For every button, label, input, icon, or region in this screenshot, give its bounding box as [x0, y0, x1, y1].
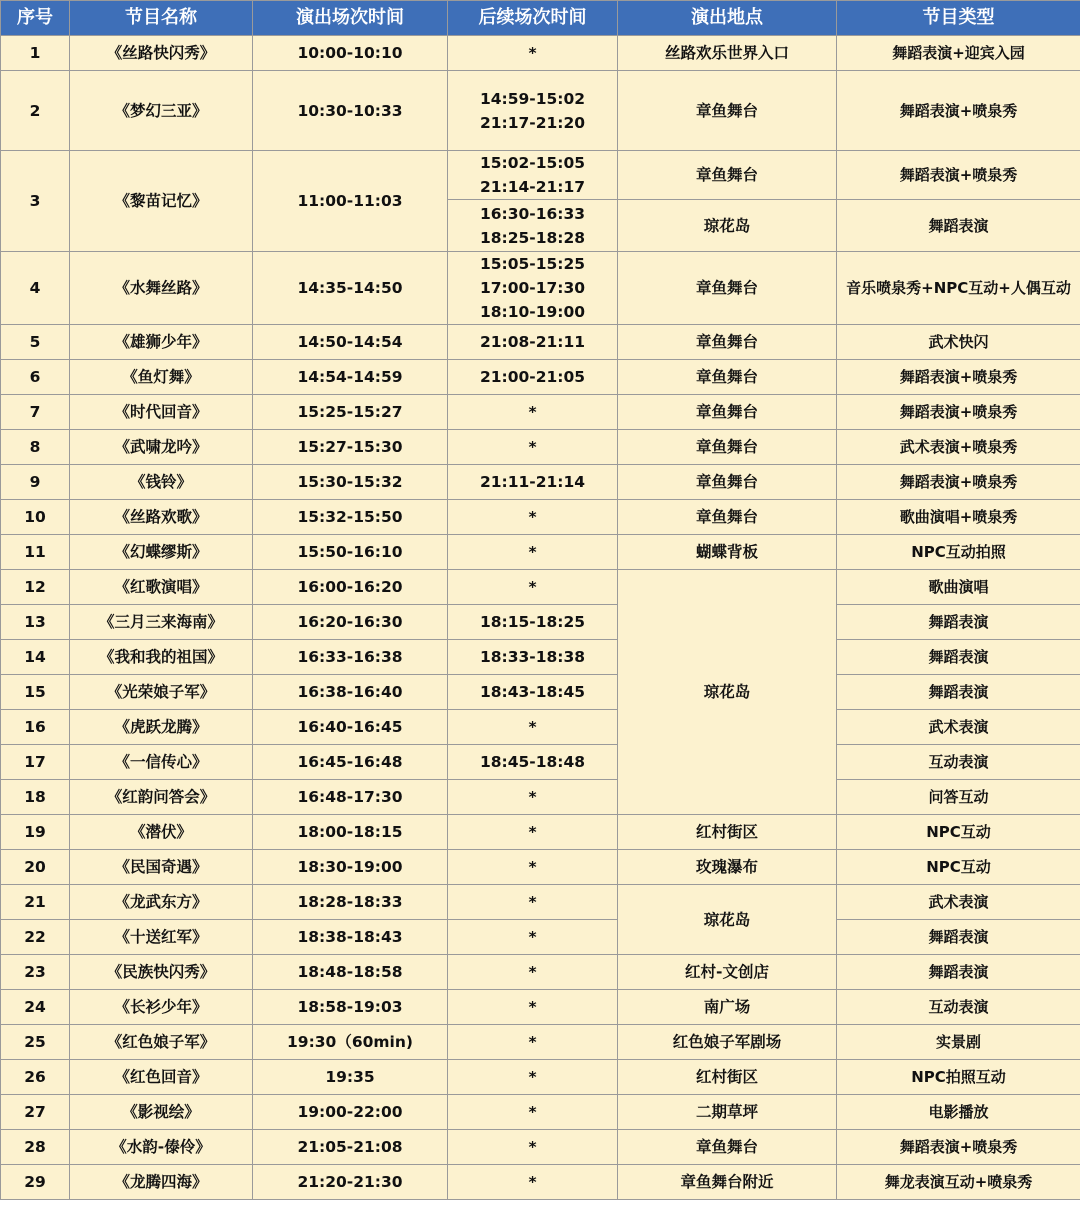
- later-time: 17:00-17:30: [479, 279, 586, 297]
- later-time-cell: [448, 325, 618, 360]
- show-time: 10:30-10:33: [253, 71, 448, 151]
- program-name: 《丝路快闪秀》: [70, 36, 253, 71]
- program-name: 《光荣娘子军》: [70, 675, 253, 710]
- later-time-cell: [448, 640, 618, 675]
- program-name: 《影视绘》: [70, 1095, 253, 1130]
- later-time-cell: [448, 780, 618, 815]
- header-later: 后续场次时间: [448, 1, 618, 36]
- later-time: *: [528, 543, 537, 561]
- table-row: [1, 990, 1080, 1025]
- program-name: 《红色回音》: [70, 1060, 253, 1095]
- show-time: 18:00-18:15: [253, 815, 448, 850]
- later-time: *: [528, 858, 537, 876]
- program-name: 《雄狮少年》: [70, 325, 253, 360]
- row-number: 2: [1, 71, 70, 151]
- program-type: 互动表演: [837, 990, 1080, 1025]
- show-time: 14:50-14:54: [253, 325, 448, 360]
- program-type: 舞蹈表演+喷泉秀: [837, 465, 1080, 500]
- table-row: [1, 151, 1080, 200]
- show-time: 14:35-14:50: [253, 252, 448, 325]
- row-number: 8: [1, 430, 70, 465]
- table-row: [1, 430, 1080, 465]
- venue: 章鱼舞台: [618, 151, 837, 200]
- show-time: 16:45-16:48: [253, 745, 448, 780]
- later-time-cell: [448, 675, 618, 710]
- program-type: 互动表演: [837, 745, 1080, 780]
- venue: 章鱼舞台: [618, 395, 837, 430]
- venue: 红村街区: [618, 1060, 837, 1095]
- show-time: 19:30（60min): [253, 1025, 448, 1060]
- program-name: 《三月三来海南》: [70, 605, 253, 640]
- later-time-cell: [448, 360, 618, 395]
- program-name: 《水舞丝路》: [70, 252, 253, 325]
- program-type: 舞龙表演互动+喷泉秀: [837, 1165, 1080, 1200]
- program-name: 《十送红军》: [70, 920, 253, 955]
- show-time: 15:30-15:32: [253, 465, 448, 500]
- row-number: 9: [1, 465, 70, 500]
- venue: 二期草坪: [618, 1095, 837, 1130]
- row-number: 27: [1, 1095, 70, 1130]
- row-number: 23: [1, 955, 70, 990]
- program-name: 《一信传心》: [70, 745, 253, 780]
- header-venue: 演出地点: [618, 1, 837, 36]
- program-type: 武术表演+喷泉秀: [837, 430, 1080, 465]
- table-row: [1, 815, 1080, 850]
- program-type: 电影播放: [837, 1095, 1080, 1130]
- program-type: 舞蹈表演: [837, 605, 1080, 640]
- row-number: 3: [1, 151, 70, 252]
- program-type: 舞蹈表演+喷泉秀: [837, 71, 1080, 151]
- later-time-cell: [448, 500, 618, 535]
- table-row: [1, 1165, 1080, 1200]
- later-time-cell: [448, 36, 618, 71]
- show-time: 21:20-21:30: [253, 1165, 448, 1200]
- venue: 章鱼舞台: [618, 360, 837, 395]
- venue: 章鱼舞台: [618, 430, 837, 465]
- program-type: 舞蹈表演+喷泉秀: [837, 1130, 1080, 1165]
- table-row: [1, 1095, 1080, 1130]
- venue: 琼花岛: [618, 200, 837, 252]
- program-type: 武术快闪: [837, 325, 1080, 360]
- venue: 章鱼舞台附近: [618, 1165, 837, 1200]
- later-time-cell: [448, 1060, 618, 1095]
- program-name: 《龙腾四海》: [70, 1165, 253, 1200]
- header-type: 节目类型: [837, 1, 1080, 36]
- table-body: [1, 36, 1080, 1200]
- program-type: 实景剧: [837, 1025, 1080, 1060]
- program-type: NPC互动: [837, 850, 1080, 885]
- later-time: *: [528, 998, 537, 1016]
- program-name: 《我和我的祖国》: [70, 640, 253, 675]
- program-type: 问答互动: [837, 780, 1080, 815]
- later-time-cell: [448, 252, 618, 325]
- later-time: 21:17-21:20: [479, 113, 586, 132]
- program-type: 舞蹈表演+迎宾入园: [837, 36, 1080, 71]
- later-time: 21:00-21:05: [479, 368, 586, 386]
- later-time: *: [528, 1138, 537, 1156]
- show-time: 18:28-18:33: [253, 885, 448, 920]
- later-time: *: [528, 403, 537, 421]
- row-number: 14: [1, 640, 70, 675]
- later-time-cell: [448, 885, 618, 920]
- later-time: *: [528, 718, 537, 736]
- show-time: 18:30-19:00: [253, 850, 448, 885]
- table-row: [1, 605, 1080, 640]
- later-time-cell: [448, 710, 618, 745]
- later-time: *: [528, 823, 537, 841]
- program-name: 《水韵-傣伶》: [70, 1130, 253, 1165]
- later-time: 15:02-15:05: [479, 154, 586, 172]
- program-name: 《梦幻三亚》: [70, 71, 253, 151]
- program-type: 舞蹈表演: [837, 640, 1080, 675]
- table-header: [1, 1, 1080, 36]
- table-row: [1, 1130, 1080, 1165]
- later-time: 21:08-21:11: [479, 333, 586, 351]
- row-number: 1: [1, 36, 70, 71]
- row-number: 13: [1, 605, 70, 640]
- program-type: 舞蹈表演+喷泉秀: [837, 360, 1080, 395]
- venue: 章鱼舞台: [618, 1130, 837, 1165]
- table-row: [1, 360, 1080, 395]
- table-row: [1, 570, 1080, 605]
- later-time-cell: [448, 71, 618, 151]
- later-time-cell: [448, 430, 618, 465]
- show-time: 10:00-10:10: [253, 36, 448, 71]
- row-number: 29: [1, 1165, 70, 1200]
- row-number: 22: [1, 920, 70, 955]
- later-time-cell: [448, 1025, 618, 1060]
- later-time-cell: [448, 1165, 618, 1200]
- later-time-cell: [448, 745, 618, 780]
- show-time: 15:50-16:10: [253, 535, 448, 570]
- row-number: 26: [1, 1060, 70, 1095]
- table-row: [1, 535, 1080, 570]
- table-row: [1, 640, 1080, 675]
- table-row: [1, 955, 1080, 990]
- show-time: 19:00-22:00: [253, 1095, 448, 1130]
- later-time: *: [528, 1173, 537, 1191]
- row-number: 10: [1, 500, 70, 535]
- table-row: [1, 395, 1080, 430]
- show-time: 16:48-17:30: [253, 780, 448, 815]
- table-row: [1, 71, 1080, 151]
- later-time-cell: [448, 815, 618, 850]
- program-name: 《潜伏》: [70, 815, 253, 850]
- later-time-cell: [448, 920, 618, 955]
- table-row: [1, 1060, 1080, 1095]
- table-row: [1, 252, 1080, 325]
- program-name: 《黎苗记忆》: [70, 151, 253, 252]
- program-type: NPC互动拍照: [837, 535, 1080, 570]
- table-row: [1, 920, 1080, 955]
- table-row: [1, 325, 1080, 360]
- later-time: *: [528, 928, 537, 946]
- later-time: 18:10-19:00: [479, 303, 586, 321]
- later-time: 21:14-21:17: [479, 178, 586, 196]
- header-name: 节目名称: [70, 1, 253, 36]
- program-name: 《民国奇遇》: [70, 850, 253, 885]
- venue: 章鱼舞台: [618, 325, 837, 360]
- later-time-cell: [448, 395, 618, 430]
- later-time: 21:11-21:14: [479, 473, 586, 491]
- later-time-cell: [448, 570, 618, 605]
- program-name: 《龙武东方》: [70, 885, 253, 920]
- later-time: 15:05-15:25: [479, 255, 586, 273]
- later-time-cell: [448, 465, 618, 500]
- later-time-cell: [448, 1130, 618, 1165]
- show-time: 21:05-21:08: [253, 1130, 448, 1165]
- table-row: [1, 36, 1080, 71]
- table-row: [1, 885, 1080, 920]
- program-name: 《鱼灯舞》: [70, 360, 253, 395]
- show-time: 11:00-11:03: [253, 151, 448, 252]
- table-row: [1, 465, 1080, 500]
- header-no: 序号: [1, 1, 70, 36]
- table-row: [1, 675, 1080, 710]
- show-time: 15:27-15:30: [253, 430, 448, 465]
- row-number: 7: [1, 395, 70, 430]
- show-time: 15:25-15:27: [253, 395, 448, 430]
- program-type: 舞蹈表演: [837, 675, 1080, 710]
- later-time: 16:30-16:33: [479, 204, 586, 223]
- venue: 章鱼舞台: [618, 71, 837, 151]
- venue: 玫瑰瀑布: [618, 850, 837, 885]
- later-time-cell: [448, 990, 618, 1025]
- program-name: 《红韵问答会》: [70, 780, 253, 815]
- later-time-cell: [448, 605, 618, 640]
- program-type: 舞蹈表演: [837, 200, 1080, 252]
- row-number: 5: [1, 325, 70, 360]
- program-name: 《幻蝶缪斯》: [70, 535, 253, 570]
- venue: 章鱼舞台: [618, 252, 837, 325]
- later-time: *: [528, 438, 537, 456]
- table-row: [1, 850, 1080, 885]
- show-time: 16:00-16:20: [253, 570, 448, 605]
- program-name: 《长衫少年》: [70, 990, 253, 1025]
- table-row: [1, 500, 1080, 535]
- show-time: 16:20-16:30: [253, 605, 448, 640]
- program-name: 《虎跃龙腾》: [70, 710, 253, 745]
- row-number: 16: [1, 710, 70, 745]
- show-time: 16:33-16:38: [253, 640, 448, 675]
- later-time: 18:15-18:25: [479, 613, 586, 631]
- table-row: [1, 780, 1080, 815]
- row-number: 17: [1, 745, 70, 780]
- program-type: NPC互动: [837, 815, 1080, 850]
- row-number: 19: [1, 815, 70, 850]
- program-name: 《丝路欢歌》: [70, 500, 253, 535]
- program-name: 《钱铃》: [70, 465, 253, 500]
- later-time: *: [528, 788, 537, 806]
- venue: 红村-文创店: [618, 955, 837, 990]
- later-time-cell: [448, 1095, 618, 1130]
- row-number: 25: [1, 1025, 70, 1060]
- venue: 丝路欢乐世界入口: [618, 36, 837, 71]
- table-row: [1, 710, 1080, 745]
- later-time: *: [528, 1103, 537, 1121]
- venue-merged: 琼花岛: [618, 885, 837, 955]
- later-time: *: [528, 893, 537, 911]
- venue: 章鱼舞台: [618, 500, 837, 535]
- later-time: *: [528, 578, 537, 596]
- later-time-cell: [448, 535, 618, 570]
- later-time-cell: [448, 850, 618, 885]
- venue: 红村街区: [618, 815, 837, 850]
- row-number: 4: [1, 252, 70, 325]
- program-type: 舞蹈表演: [837, 955, 1080, 990]
- program-type: 武术表演: [837, 710, 1080, 745]
- later-time: 18:25-18:28: [479, 228, 586, 247]
- program-name: 《红歌演唱》: [70, 570, 253, 605]
- row-number: 28: [1, 1130, 70, 1165]
- header-time: 演出场次时间: [253, 1, 448, 36]
- later-time: 14:59-15:02: [479, 89, 586, 108]
- later-time: *: [528, 963, 537, 981]
- show-time: 18:58-19:03: [253, 990, 448, 1025]
- table-row: [1, 1025, 1080, 1060]
- show-time: 19:35: [253, 1060, 448, 1095]
- show-time: 16:38-16:40: [253, 675, 448, 710]
- later-time-cell: [448, 200, 618, 252]
- row-number: 6: [1, 360, 70, 395]
- row-number: 24: [1, 990, 70, 1025]
- later-time: *: [528, 508, 537, 526]
- later-time-cell: [448, 955, 618, 990]
- program-type: 舞蹈表演+喷泉秀: [837, 395, 1080, 430]
- later-time: *: [528, 44, 537, 62]
- row-number: 21: [1, 885, 70, 920]
- program-name: 《武啸龙吟》: [70, 430, 253, 465]
- venue: 蝴蝶背板: [618, 535, 837, 570]
- program-type: NPC拍照互动: [837, 1060, 1080, 1095]
- venue-merged: 琼花岛: [618, 570, 837, 815]
- program-type: 舞蹈表演+喷泉秀: [837, 151, 1080, 200]
- row-number: 12: [1, 570, 70, 605]
- program-name: 《时代回音》: [70, 395, 253, 430]
- later-time: 18:33-18:38: [479, 648, 586, 666]
- show-time: 15:32-15:50: [253, 500, 448, 535]
- row-number: 11: [1, 535, 70, 570]
- show-time: 18:48-18:58: [253, 955, 448, 990]
- later-time: 18:43-18:45: [479, 683, 586, 701]
- show-time: 14:54-14:59: [253, 360, 448, 395]
- table-row: [1, 745, 1080, 780]
- later-time: *: [528, 1068, 537, 1086]
- row-number: 20: [1, 850, 70, 885]
- show-time: 16:40-16:45: [253, 710, 448, 745]
- venue: 章鱼舞台: [618, 465, 837, 500]
- program-type: 音乐喷泉秀+NPC互动+人偶互动: [837, 252, 1080, 325]
- later-time: 18:45-18:48: [479, 753, 586, 771]
- later-time-cell: [448, 151, 618, 200]
- venue: 红色娘子军剧场: [618, 1025, 837, 1060]
- venue: 南广场: [618, 990, 837, 1025]
- program-name: 《红色娘子军》: [70, 1025, 253, 1060]
- later-time: *: [528, 1033, 537, 1051]
- row-number: 15: [1, 675, 70, 710]
- program-type: 武术表演: [837, 885, 1080, 920]
- program-type: 歌曲演唱: [837, 570, 1080, 605]
- program-type: 舞蹈表演: [837, 920, 1080, 955]
- program-type: 歌曲演唱+喷泉秀: [837, 500, 1080, 535]
- program-name: 《民族快闪秀》: [70, 955, 253, 990]
- show-time: 18:38-18:43: [253, 920, 448, 955]
- row-number: 18: [1, 780, 70, 815]
